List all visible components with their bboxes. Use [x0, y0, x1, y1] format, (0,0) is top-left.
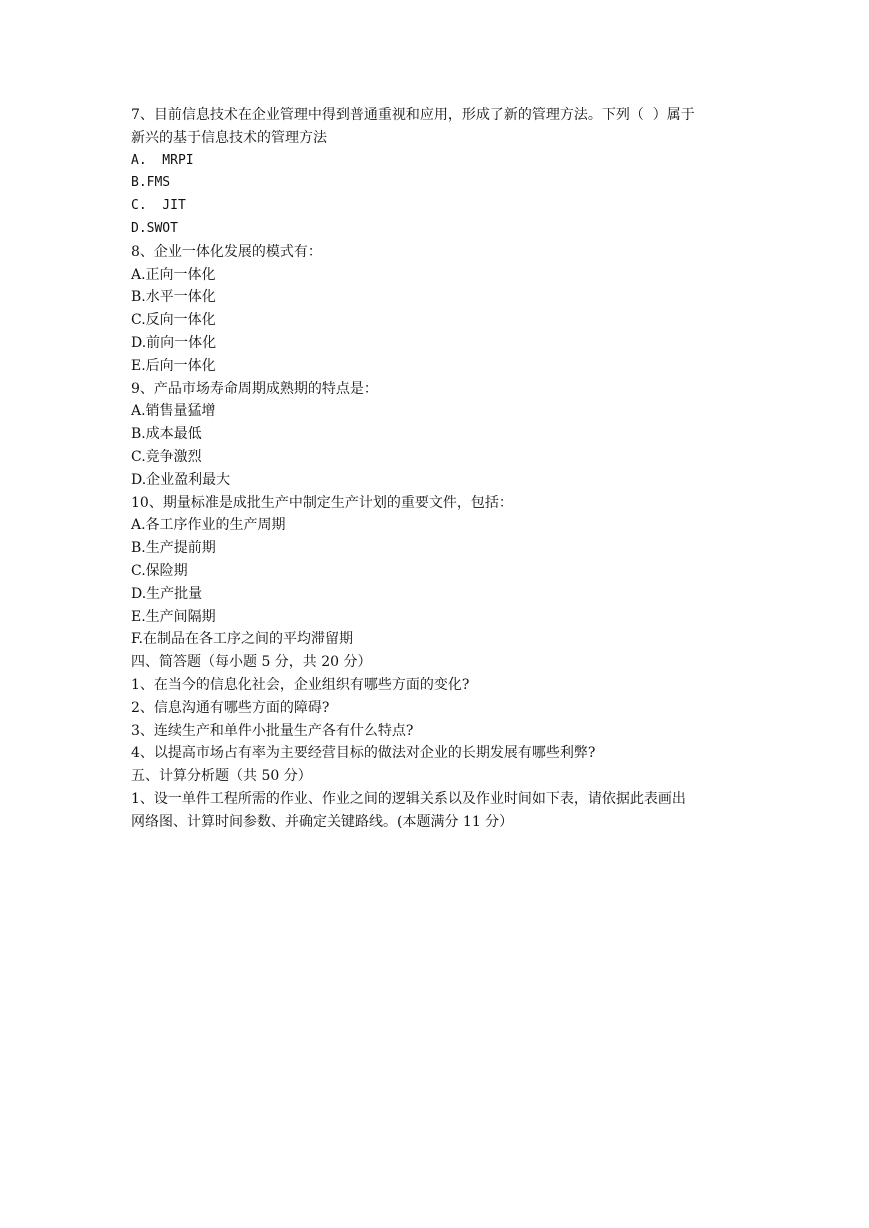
question-10-option-f: F.在制品在各工序之间的平均滞留期 [131, 631, 353, 648]
short-answer-1: 1、在当今的信息化社会，企业组织有哪些方面的变化? [131, 676, 470, 693]
question-7-option-d: D.SWOT [131, 220, 178, 236]
question-7-text: 7、目前信息技术在企业管理中得到普通重视和应用，形成了新的管理方法。下列（ ）属于 [131, 107, 695, 123]
question-7-text-continued: 新兴的基于信息技术的管理方法 [131, 129, 327, 146]
short-answer-3: 3、连续生产和单件小批量生产各有什么特点? [131, 722, 414, 739]
question-8-option-c: C.反向一体化 [131, 312, 216, 329]
question-7-option-a: A. MRPI [131, 152, 194, 168]
question-10-text: 10、期量标准是成批生产中制定生产计划的重要文件，包括： [131, 494, 513, 511]
question-10-option-d: D.生产批量 [131, 585, 203, 602]
question-7-option-c: C. JIT [131, 198, 186, 214]
question-8-option-a: A.正向一体化 [131, 266, 216, 283]
question-9-text: 9、产品市场寿命周期成熟期的特点是： [131, 380, 378, 397]
question-7-option-b: B.FMS [131, 175, 171, 191]
calculation-1-text-continued: 网络图、计算时间参数、并确定关键路线。(本题满分 11 分） [131, 813, 514, 830]
question-10-option-b: B.生产提前期 [131, 540, 216, 557]
question-8-text: 8、企业一体化发展的模式有： [131, 243, 322, 260]
document-body [131, 104, 751, 834]
question-9-option-a: A.销售量猛增 [131, 403, 216, 420]
question-9-option-d: D.企业盈利最大 [131, 471, 231, 488]
question-9-option-c: C.竞争激烈 [131, 448, 202, 465]
question-10-option-e: E.生产间隔期 [131, 608, 216, 625]
short-answer-4: 4、以提高市场占有率为主要经营目标的做法对企业的长期发展有哪些利弊? [131, 745, 596, 762]
question-8-option-d: D.前向一体化 [131, 334, 217, 351]
calculation-1-text: 1、设一单件工程所需的作业、作业之间的逻辑关系以及作业时间如下表，请依据此表画出 [131, 790, 686, 807]
section-4-heading: 四、简答题（每小题 5 分，共 20 分） [131, 654, 372, 671]
question-8-option-b: B.水平一体化 [131, 289, 216, 306]
question-9-option-b: B.成本最低 [131, 426, 202, 443]
section-5-heading: 五、计算分析题（共 50 分） [131, 768, 312, 785]
question-8-option-e: E.后向一体化 [131, 357, 216, 374]
question-10-option-c: C.保险期 [131, 562, 188, 579]
question-10-option-a: A.各工序作业的生产周期 [131, 517, 286, 534]
short-answer-2: 2、信息沟通有哪些方面的障碍? [131, 699, 330, 716]
